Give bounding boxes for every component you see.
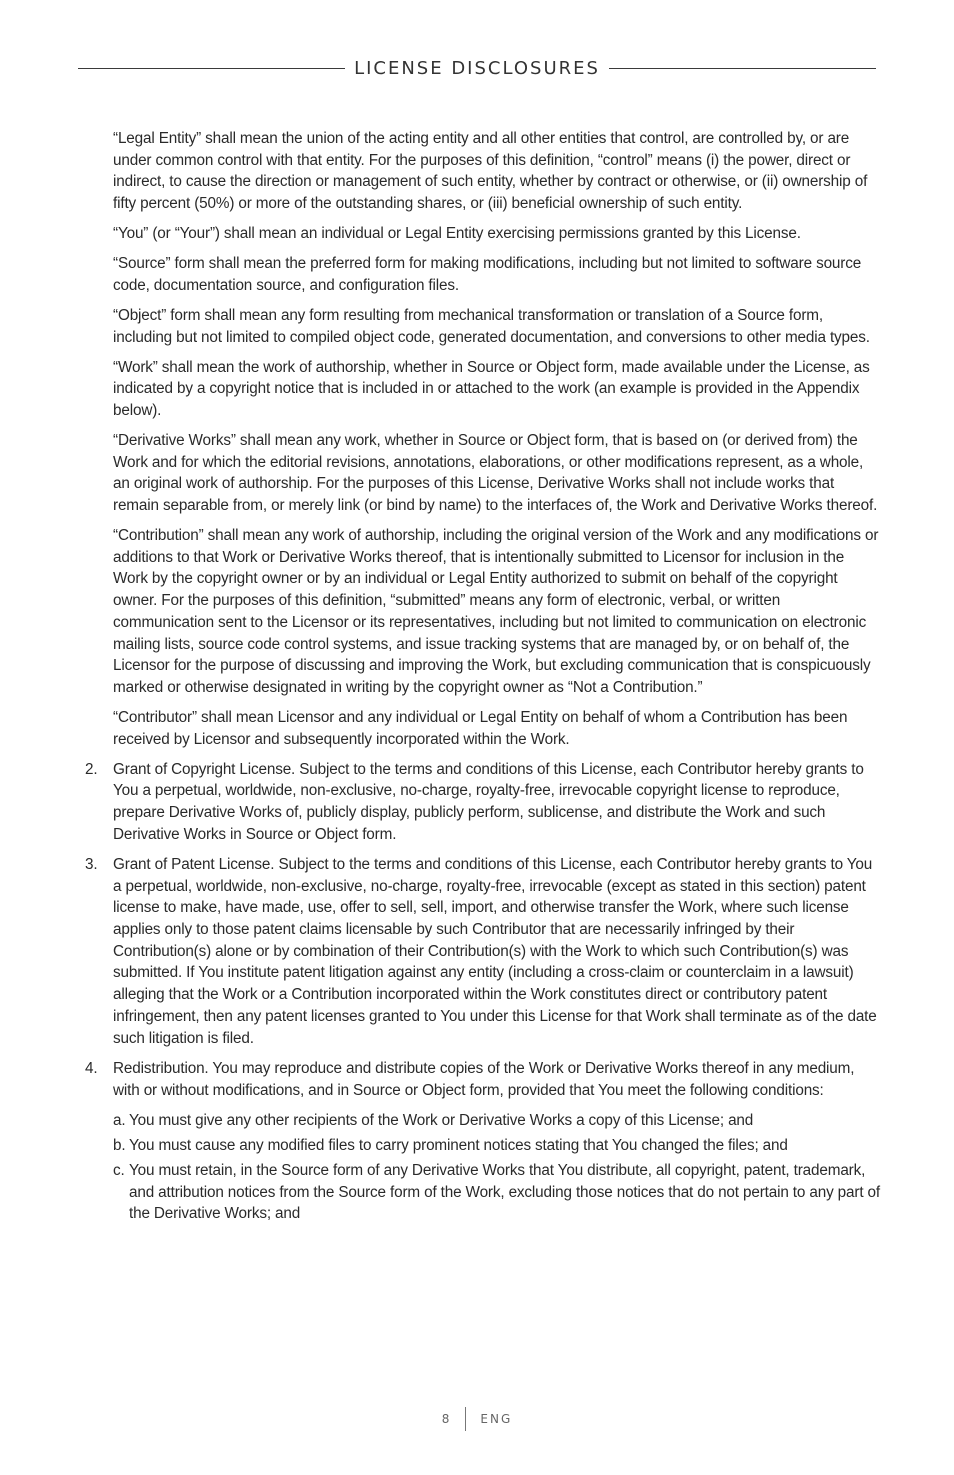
subitem-label: a. — [113, 1111, 126, 1129]
subitem-text: You must give any other recipients of the Work or Derivative Works a copy of this License; and — [129, 1111, 754, 1129]
subitem-label: b. — [113, 1136, 126, 1154]
section-text: Grant of Patent License. Subject to the terms and conditions of this License, each Contributor hereby grants to You a perpetual, worldwide, non-exclusive, no-charge, royalty-free, irrevocable (except as stated in this section) patent license to make, have made, use, offer to sell, sell, import, and otherwise transfer the Work, where such license applies only to those patent claims licensable by such Contributor that are necessarily infringed by their Contribution(s) alone or by combination of their Contribution(s) with the Work to which such Contribution(s) was submitted. If You institute patent litigation against any entity (including a cross-claim or counterclaim in a lawsuit) alleging that the Work or a Contribution incorporated within the Work constitutes direct or contributory patent infringement, then any patent licenses granted to You under this License for that Work shall terminate as of the date such litigation is filed. — [113, 855, 877, 1047]
document-body — [82, 128, 882, 1228]
definition-derivative-works: “Derivative Works” shall mean any work, whether in Source or Object form, that is based on (or derived from) the Work and for which the editorial revisions, annotations, elaborations, or other modifications represent, as a whole, an original work of authorship. For the purposes of this License, Derivative Works shall not include works that remain separable from, or merely link (or bind by name) to the interfaces of, the Work and Derivative Works thereof. — [113, 431, 878, 515]
subitem-b — [82, 1135, 882, 1157]
subitem-a — [82, 1110, 882, 1132]
subitem-label: c. — [113, 1161, 125, 1179]
definition-contributor: “Contributor” shall mean Licensor and any individual or Legal Entity on behalf of whom a Contribution has been received by Licensor and subsequently incorporated within the Work. — [113, 708, 848, 748]
header-rule-right — [609, 68, 876, 69]
section-number: 4. — [85, 1059, 98, 1077]
section-4 — [82, 1058, 882, 1101]
section-text: Redistribution. You may reproduce and distribute copies of the Work or Derivative Works thereof in any medium, with or without modifications, and in Source or Object form, provided that You meet the following conditions: — [113, 1059, 855, 1099]
definition-source: “Source” form shall mean the preferred form for making modifications, including but not limited to software source code, documentation source, and configuration files. — [113, 255, 862, 294]
section-number: 3. — [85, 855, 98, 873]
page-header — [78, 56, 876, 80]
page-footer — [0, 1406, 954, 1432]
header-rule-left — [78, 68, 345, 69]
subitem-text: You must cause any modified files to carry prominent notices stating that You changed the files; and — [129, 1136, 788, 1154]
section-3 — [82, 854, 882, 1049]
definition-you: “You” (or “Your”) shall mean an individual or Legal Entity exercising permissions granted by this License. — [113, 225, 801, 243]
footer-divider — [465, 1407, 466, 1431]
definition-legal-entity: “Legal Entity” shall mean the union of the acting entity and all other entities that control, are controlled by, or are under common control with that entity. For the purposes of this definition, “control” means (i) the power, direct or indirect, to cause the direction or management of such entity, whether by contract or otherwise, or (ii) ownership of fifty percent (50%) or more of the outstanding shares, or (iii) beneficial ownership of such entity. — [113, 130, 868, 213]
definition-contribution: “Contribution” shall mean any work of authorship, including the original version of the Work and any modifications or additions to that Work or Derivative Works thereof, that is intentionally submitted to Licensor for inclusion in the Work by the copyright owner or by an individual or Legal Entity authorized to submit on behalf of the copyright owner. For the purposes of this definition, “submitted” means any form of electronic, verbal, or written communication sent to the Licensor or its representatives, including but not limited to communication on electronic mailing lists, source code control systems, and issue tracking systems that are managed by, or on behalf of, the Licensor for the purpose of discussing and improving the Work, but excluding communication that is conspicuously marked or otherwise designated in writing by the copyright owner as “Not a Contribution.” — [113, 527, 879, 696]
section-2 — [82, 759, 882, 846]
language-code: ENG — [480, 1412, 513, 1426]
subitem-c — [82, 1160, 882, 1225]
definition-work: “Work” shall mean the work of authorship, whether in Source or Object form, made available under the License, as indicated by a copyright notice that is included in or attached to the work (an example is provided in the Appendix below). — [113, 358, 870, 419]
section-text: Grant of Copyright License. Subject to the terms and conditions of this License, each Contributor hereby grants to You a perpetual, worldwide, non-exclusive, no-charge, royalty-free, irrevocable copyright license to reproduce, prepare Derivative Works of, publicly display, publicly perform, sublicense, and distribute the Work and such Derivative Works in Source or Object form. — [113, 760, 864, 843]
page-number: 8 — [441, 1412, 452, 1426]
definition-object: “Object” form shall mean any form resulting from mechanical transformation or translation of a Source form, including but not limited to compiled object code, generated documentation, and conversions to other media types. — [113, 306, 870, 346]
subitem-text: You must retain, in the Source form of any Derivative Works that You distribute, all copyright, patent, trademark, and attribution notices from the Source form of the Work, excluding those notices that do not pertain to any part of the Derivative Works; and — [129, 1161, 880, 1223]
page-title: LICENSE DISCLOSURES — [354, 57, 600, 79]
section-number: 2. — [85, 760, 98, 778]
